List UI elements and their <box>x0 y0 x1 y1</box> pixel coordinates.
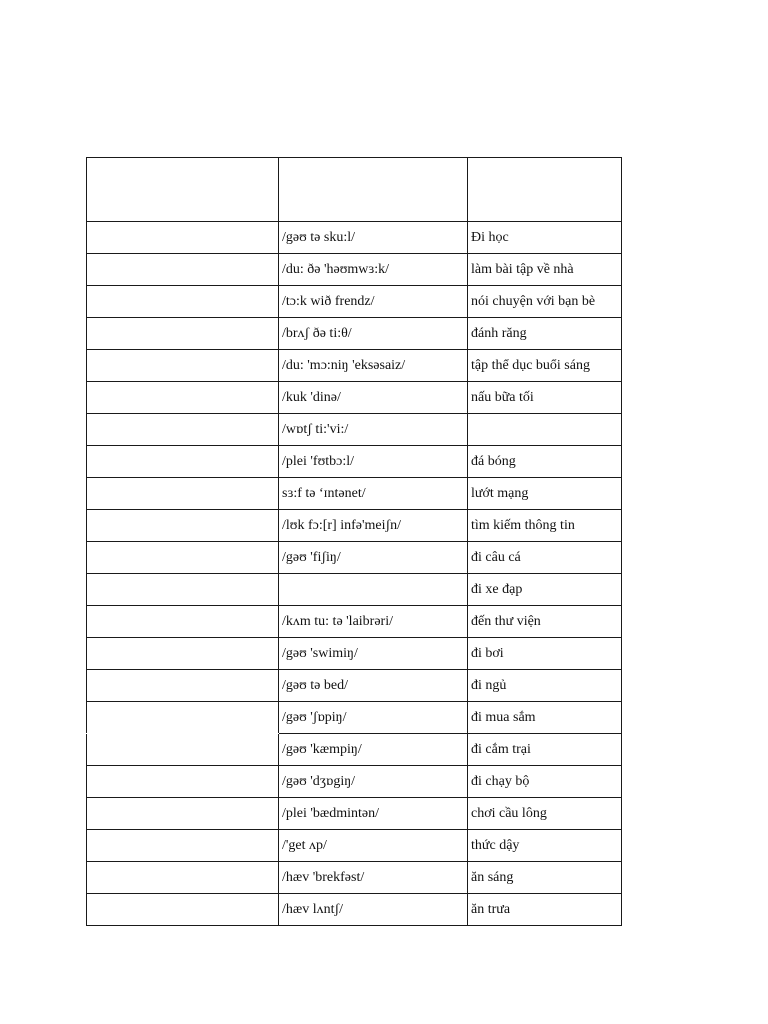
ipa-cell: sɜ:f tə ‘ɪntənet/ <box>279 478 468 510</box>
word-cell <box>87 414 279 446</box>
ipa-cell: /gəʊ 'ʃɒpiŋ/ <box>279 702 468 734</box>
table-row <box>87 446 622 478</box>
meaning-cell: đi ngủ <box>468 670 622 702</box>
meaning-cell: đi câu cá <box>468 542 622 574</box>
meaning-cell: Đi học <box>468 222 622 254</box>
word-cell <box>87 830 279 862</box>
ipa-cell: /gəʊ tə bed/ <box>279 670 468 702</box>
table-row <box>87 670 622 702</box>
meaning-cell: đến thư viện <box>468 606 622 638</box>
table-row <box>87 318 622 350</box>
header-cell-ipa <box>279 158 468 222</box>
ipa-cell: /hæv lʌntʃ/ <box>279 894 468 926</box>
table-row <box>87 510 622 542</box>
table-row <box>87 542 622 574</box>
ipa-cell: /lʊk fɔ:[r] infə'meiʃn/ <box>279 510 468 542</box>
ipa-cell: /brʌʃ ðə ti:θ/ <box>279 318 468 350</box>
word-cell <box>87 350 279 382</box>
table-row <box>87 478 622 510</box>
word-cell <box>87 766 279 798</box>
table-row <box>87 254 622 286</box>
ipa-cell: /gəʊ 'dʒɒgiŋ/ <box>279 766 468 798</box>
word-cell <box>87 702 279 734</box>
word-cell <box>87 894 279 926</box>
meaning-cell: đá bóng <box>468 446 622 478</box>
table-row <box>87 414 622 446</box>
header-cell-meaning <box>468 158 622 222</box>
ipa-cell: /gəʊ 'fiʃiŋ/ <box>279 542 468 574</box>
word-cell <box>87 222 279 254</box>
meaning-cell: làm bài tập về nhà <box>468 254 622 286</box>
meaning-cell: tìm kiếm thông tin <box>468 510 622 542</box>
word-cell <box>87 734 279 766</box>
ipa-cell: /gəʊ tə sku:l/ <box>279 222 468 254</box>
table-row <box>87 574 622 606</box>
meaning-cell: thức dậy <box>468 830 622 862</box>
meaning-cell: đi cắm trại <box>468 734 622 766</box>
table-row <box>87 350 622 382</box>
meaning-cell: chơi cầu lông <box>468 798 622 830</box>
table-row <box>87 382 622 414</box>
meaning-cell: nấu bữa tối <box>468 382 622 414</box>
word-cell <box>87 862 279 894</box>
word-cell <box>87 318 279 350</box>
word-cell <box>87 574 279 606</box>
table-row <box>87 734 622 766</box>
table-row <box>87 286 622 318</box>
word-cell <box>87 478 279 510</box>
table-header-row <box>87 158 622 222</box>
word-cell <box>87 254 279 286</box>
table-body <box>87 158 622 926</box>
meaning-cell: đánh răng <box>468 318 622 350</box>
table-row <box>87 798 622 830</box>
meaning-cell: đi chạy bộ <box>468 766 622 798</box>
table-row <box>87 894 622 926</box>
table-row <box>87 766 622 798</box>
ipa-cell: /tɔ:k wið frendz/ <box>279 286 468 318</box>
ipa-cell: /du: 'mɔ:niŋ 'eksəsaiz/ <box>279 350 468 382</box>
meaning-cell: đi mua sắm <box>468 702 622 734</box>
ipa-cell: /plei 'fʊtbɔ:l/ <box>279 446 468 478</box>
word-cell <box>87 446 279 478</box>
ipa-cell <box>279 574 468 606</box>
ipa-cell: /kuk 'dinə/ <box>279 382 468 414</box>
word-cell <box>87 542 279 574</box>
table-row <box>87 830 622 862</box>
ipa-cell: /plei 'bædmintən/ <box>279 798 468 830</box>
meaning-cell: đi bơi <box>468 638 622 670</box>
word-cell <box>87 638 279 670</box>
word-cell <box>87 798 279 830</box>
word-cell <box>87 510 279 542</box>
meaning-cell: ăn sáng <box>468 862 622 894</box>
ipa-cell: /kʌm tu: tə 'laibrəri/ <box>279 606 468 638</box>
table-row <box>87 222 622 254</box>
ipa-cell: /hæv 'brekfəst/ <box>279 862 468 894</box>
meaning-cell: tập thể dục buổi sáng <box>468 350 622 382</box>
ipa-cell: /gəʊ 'swimiŋ/ <box>279 638 468 670</box>
word-cell <box>87 670 279 702</box>
meaning-cell: ăn trưa <box>468 894 622 926</box>
word-cell <box>87 606 279 638</box>
meaning-cell: lướt mạng <box>468 478 622 510</box>
meaning-cell <box>468 414 622 446</box>
header-cell-word <box>87 158 279 222</box>
ipa-cell: /du: ðə 'həʊmwɜ:k/ <box>279 254 468 286</box>
vocabulary-table <box>86 157 622 926</box>
table-row <box>87 606 622 638</box>
ipa-cell: /'get ʌp/ <box>279 830 468 862</box>
table-row <box>87 638 622 670</box>
word-cell <box>87 286 279 318</box>
meaning-cell: nói chuyện với bạn bè <box>468 286 622 318</box>
word-cell <box>87 382 279 414</box>
ipa-cell: /gəʊ 'kæmpiŋ/ <box>279 734 468 766</box>
table-row <box>87 862 622 894</box>
ipa-cell: /wɒtʃ ti:'vi:/ <box>279 414 468 446</box>
meaning-cell: đi xe đạp <box>468 574 622 606</box>
table-row <box>87 702 622 734</box>
